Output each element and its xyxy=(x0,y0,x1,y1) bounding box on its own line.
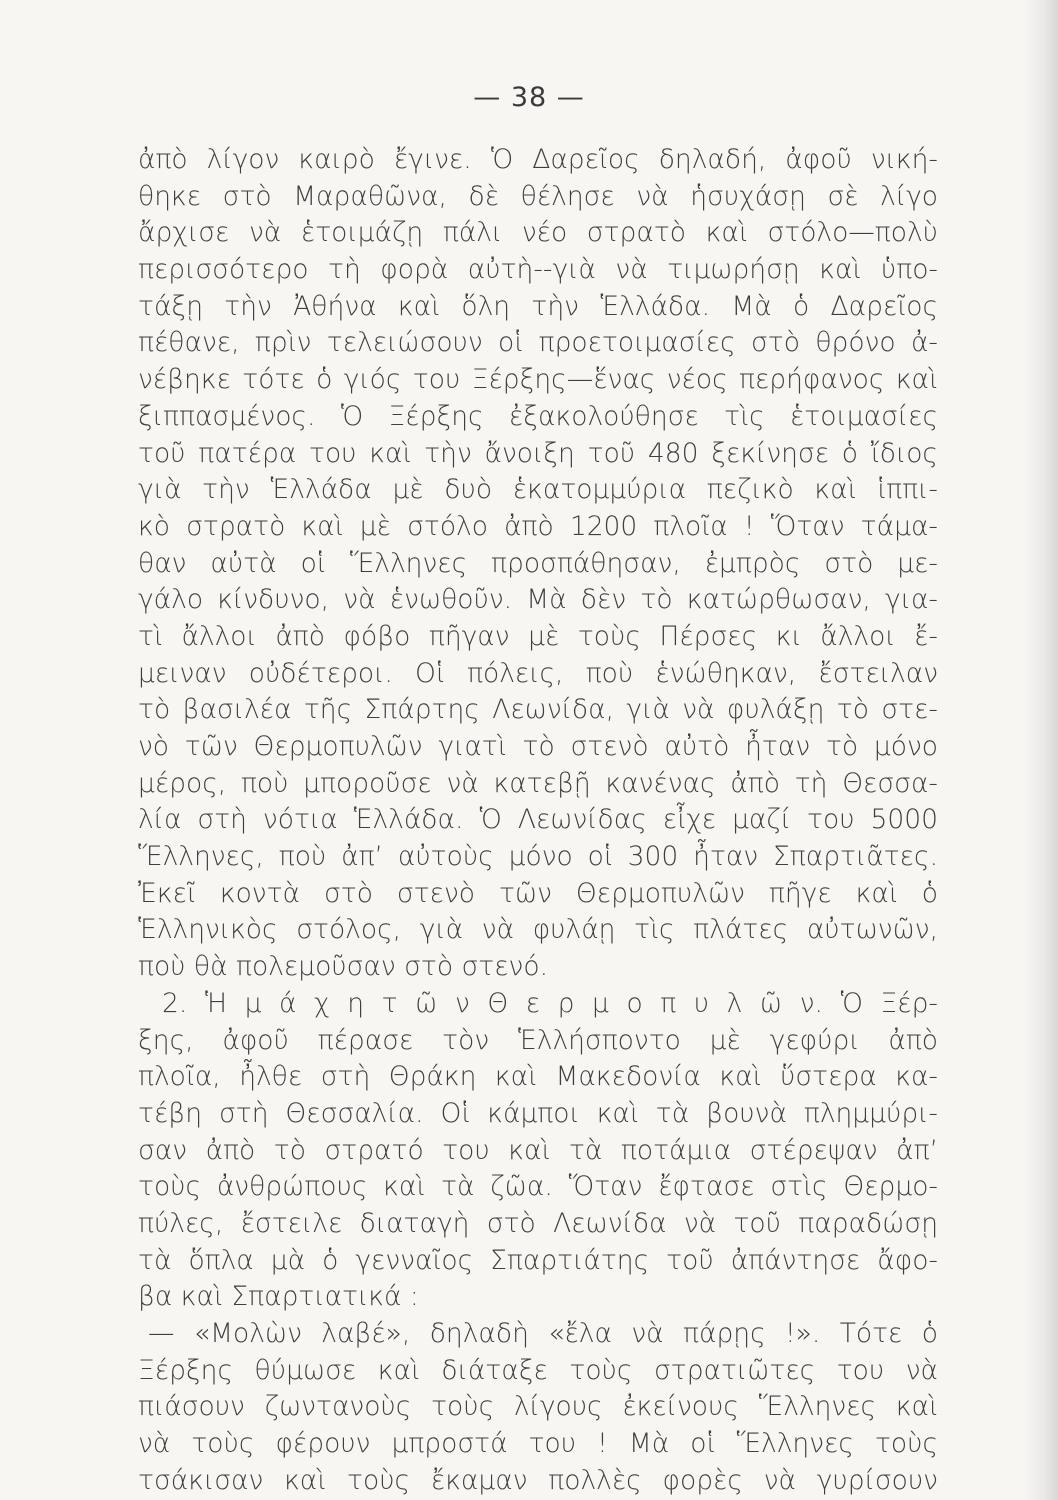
text-line: γάλο κίνδυνο, νὰ ἑνωθοῦν. Μὰ δὲν τὸ κατώρθωσαν, για- xyxy=(138,584,938,616)
text-line: τὸ βασιλέα τῆς Σπάρτης Λεωνίδα, γιὰ νὰ φυλάξῃ τὸ στε- xyxy=(138,694,938,726)
text-line: ξης, ἀφοῦ πέρασε τὸν Ἑλλήσποντο μὲ γεφύρι ἀπὸ xyxy=(138,1024,938,1056)
text-line: Ἑλληνικὸς στόλος, γιὰ νὰ φυλάῃ τὶς πλάτες αὐτωνῶν, xyxy=(138,914,938,946)
text-line: λία στὴ νότια Ἑλλάδα. Ὁ Λεωνίδας εἶχε μαζί του 5000 xyxy=(138,804,938,836)
text-line: νὰ τοὺς φέρουν μπροστά του ! Μὰ οἱ Ἕλληνες τοὺς xyxy=(138,1428,938,1460)
text-line: τὰ ὅπλα μὰ ὁ γενναῖος Σπαρτιάτης τοῦ ἀπάντησε ἄφο- xyxy=(138,1244,938,1276)
text-line: θηκε στὸ Μαραθῶνα, δὲ θέλησε νὰ ἡσυχάσῃ σὲ λίγο xyxy=(138,180,938,212)
section-heading-line: 2. Ἡ μ ά χ η τ ῶ ν Θ ε ρ μ ο π υ λ ῶ ν. Ὁ Ξέρ- xyxy=(162,987,938,1019)
text-line: τέβη στὴ Θεσσαλία. Οἱ κάμποι καὶ τὰ βουνὰ πλημμύρι- xyxy=(138,1097,938,1129)
body-text xyxy=(138,142,938,1499)
text-line: μειναν οὐδέτεροι. Οἱ πόλεις, ποὺ ἑνώθηκαν, ἔστειλαν xyxy=(138,657,938,689)
text-line: ξιππασμένος. Ὁ Ξέρξης ἐξακολούθησε τὶς ἑτοιμασίες xyxy=(138,400,938,432)
text-line: νὸ τῶν Θερμοπυλῶν γιατὶ τὸ στενὸ αὐτὸ ἦταν τὸ μόνο xyxy=(138,731,938,762)
text-line: πέθανε, πρὶν τελειώσουν οἱ προετοιμασίες στὸ θρόνο ἀ- xyxy=(138,327,938,359)
text-line: ποὺ θὰ πολεμοῦσαν στὸ στενό. xyxy=(138,951,548,983)
page-edge-shadow xyxy=(1024,0,1058,1500)
text-line: ἀπὸ λίγον καιρὸ ἔγινε. Ὁ Δαρεῖος δηλαδή, ἀφοῦ νική- xyxy=(138,144,938,175)
text-line: πύλες, ἔστειλε διαταγὴ στὸ Λεωνίδα νὰ τοῦ παραδώσῃ xyxy=(138,1207,938,1239)
text-line: Ξέρξης θύμωσε καὶ διάταξε τοὺς στρατιῶτες του νὰ xyxy=(138,1354,938,1386)
text-line: τσάκισαν καὶ τοὺς ἔκαμαν πολλὲς φορὲς νὰ γυρίσουν xyxy=(138,1464,938,1496)
text-line: πλοῖα, ἦλθε στὴ Θράκη καὶ Μακεδονία καὶ ὕστερα κα- xyxy=(138,1061,938,1093)
text-line: κὸ στρατὸ καὶ μὲ στόλο ἀπὸ 1200 πλοῖα ! Ὅταν τάμα- xyxy=(138,510,938,542)
dialogue-line: — «Μολὼν λαβέ», δηλαδὴ «ἔλα νὰ πάρῃς !». Τότε ὁ xyxy=(148,1318,938,1349)
text-line: γιὰ τὴν Ἑλλάδα μὲ δυὸ ἑκατομμύρια πεζικὸ καὶ ἱππι- xyxy=(138,474,938,506)
text-line: σαν ἀπὸ τὸ στρατό του καὶ τὰ ποτάμια στέρεψαν ἀπ’ xyxy=(138,1134,938,1166)
text-line: νέβηκε τότε ὁ γιός του Ξέρξης—ἕνας νέος περήφανος καὶ xyxy=(138,364,938,396)
text-line: Ἕλληνες, ποὺ ἀπ’ αὐτοὺς μόνο οἱ 300 ἦταν Σπαρτιᾶτες. xyxy=(138,841,938,873)
text-line: τοῦ πατέρα του καὶ τὴν ἄνοιξη τοῦ 480 ξεκίνησε ὁ ἴδιος xyxy=(138,437,938,469)
text-line: τάξῃ τὴν Ἀθήνα καὶ ὅλη τὴν Ἑλλάδα. Μὰ ὁ Δαρεῖος xyxy=(138,290,938,322)
text-line: μέρος, ποὺ μποροῦσε νὰ κατεβῇ κανένας ἀπὸ τὴ Θεσσα- xyxy=(138,767,938,799)
text-line: περισσότερο τὴ φορὰ αὐτὴ--γιὰ νὰ τιμωρήσῃ καὶ ὑπο- xyxy=(138,254,938,286)
text-line: τοὺς ἀνθρώπους καὶ τὰ ζῶα. Ὅταν ἔφτασε στὶς Θερμο- xyxy=(138,1171,938,1203)
text-line: τὶ ἄλλοι ἀπὸ φόβο πῆγαν μὲ τοὺς Πέρσες κι ἄλλοι ἔ- xyxy=(138,620,938,652)
page-number: — 38 — xyxy=(473,82,585,113)
text-line: ἄρχισε νὰ ἑτοιμάζῃ πάλι νέο στρατὸ καὶ στόλο—πολὺ xyxy=(138,217,938,249)
text-line: βα καὶ Σπαρτιατικά : xyxy=(138,1281,419,1313)
text-line: Ἐκεῖ κοντὰ στὸ στενὸ τῶν Θερμοπυλῶν πῆγε καὶ ὁ xyxy=(138,877,938,909)
text-line: πιάσουν ζωντανοὺς τοὺς λίγους ἐκείνους Ἕλληνες καὶ xyxy=(138,1391,938,1423)
text-line: θαν αὐτὰ οἱ Ἕλληνες προσπάθησαν, ἐμπρὸς στὸ με- xyxy=(138,547,938,579)
